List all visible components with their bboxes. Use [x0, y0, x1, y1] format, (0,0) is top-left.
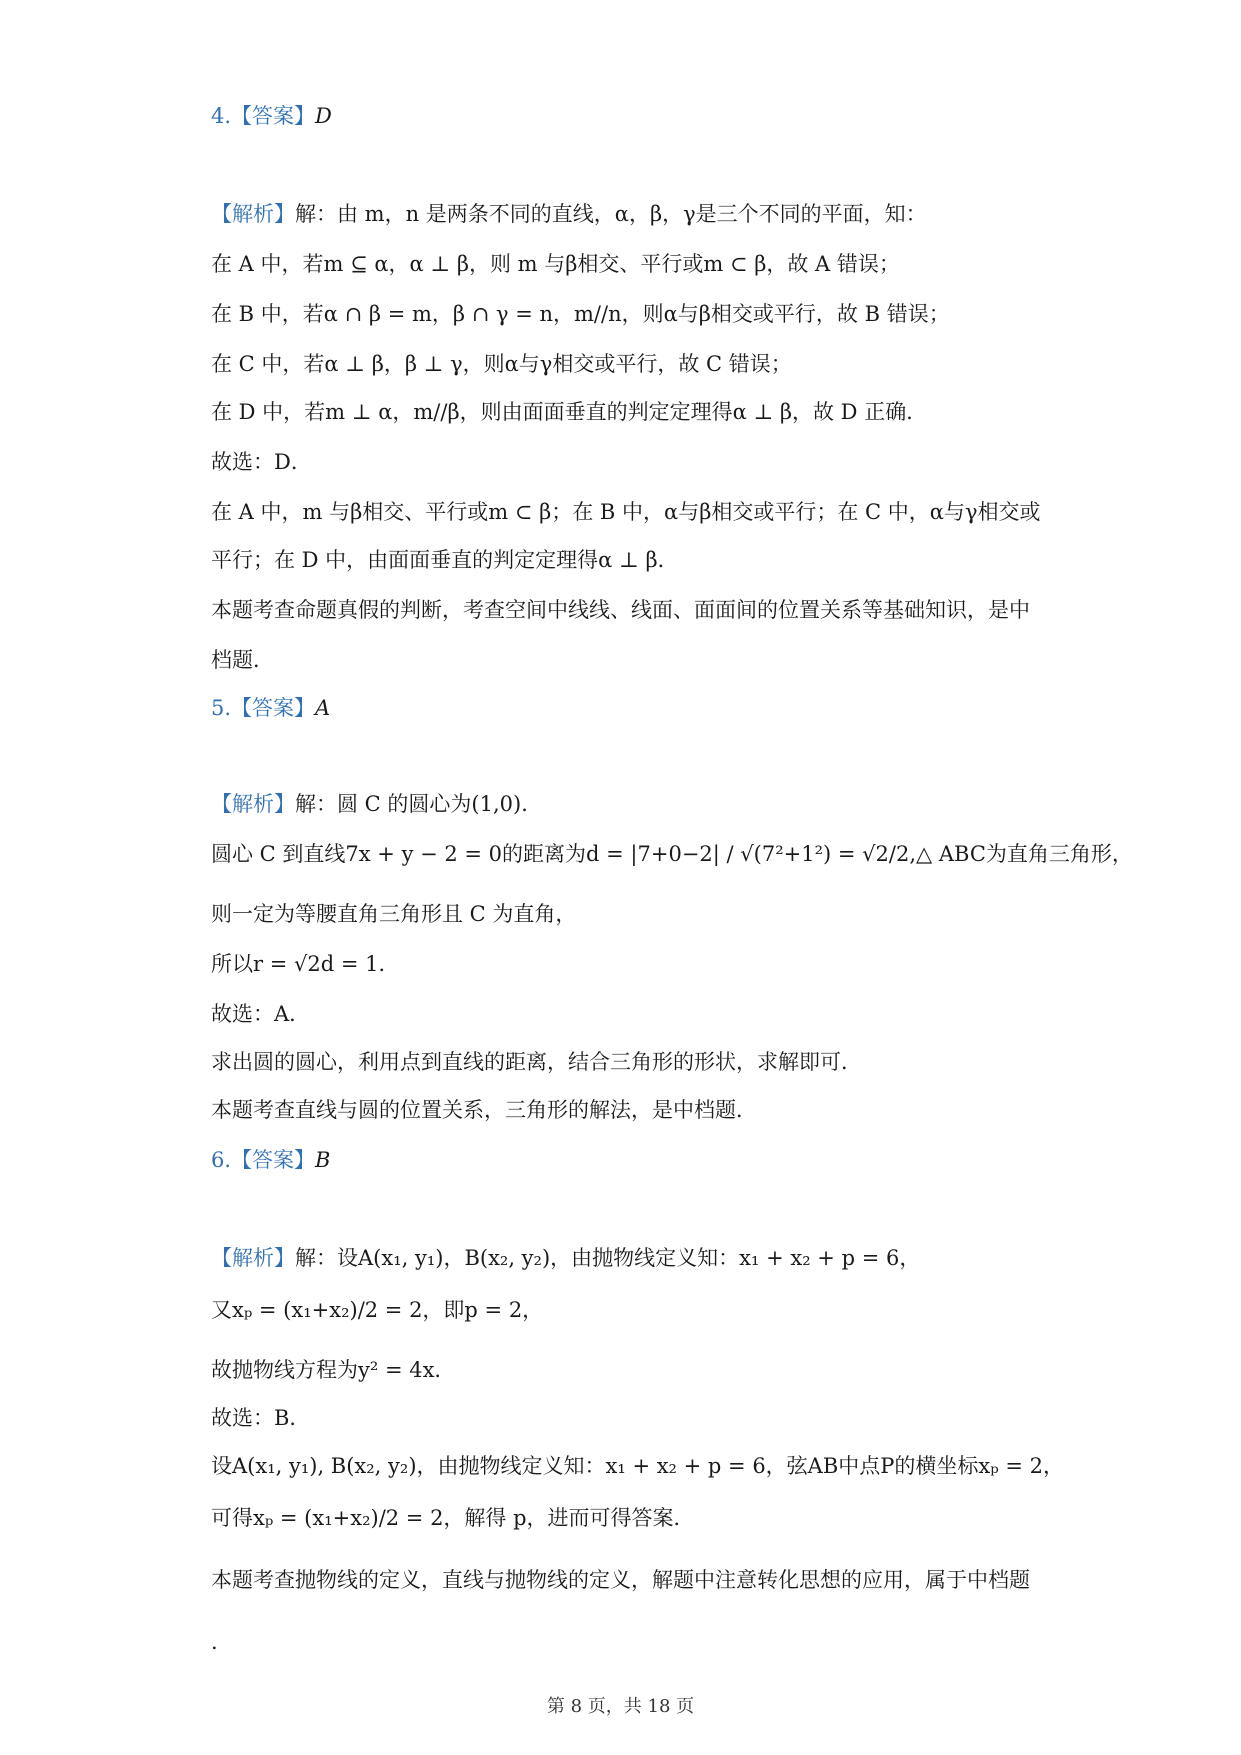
line-text: 在 D 中，若m ⊥ α，m//β，则由面面垂直的判定定理得α ⊥ β，故 D 正确．: [211, 400, 928, 424]
line-text: 求出圆的圆心，利用点到直线的距离，结合三角形的形状，求解即可．: [211, 1050, 862, 1074]
line-text: 解：圆 C 的圆心为(1,0)．: [295, 792, 543, 816]
text-line-q5-l6: [211, 1048, 862, 1076]
text-line-q6-l2: [211, 1296, 543, 1324]
line-text: 在 A 中，m 与β相交、平行或m ⊂ β；在 B 中，α与β相交或平行；在 C 中，α与γ相交或: [211, 500, 1041, 524]
text-line-q4-l9: [211, 596, 1030, 624]
text-line-q6-l1: [211, 1244, 920, 1272]
line-text: 可得xₚ = (x₁+x₂)/2 = 2，解得 p，进而可得答案．: [211, 1506, 695, 1530]
text-line-q4-l3: [211, 300, 950, 328]
line-text: 解：设A(x₁, y₁)，B(x₂, y₂)，由抛物线定义知：x₁ + x₂ + p = 6，: [295, 1246, 921, 1270]
text-line-q4-l6: [211, 448, 312, 476]
line-text: 档题．: [211, 648, 274, 672]
line-text: 平行；在 D 中，由面面垂直的判定定理得α ⊥ β．: [211, 548, 679, 572]
text-line-q6-l5: [211, 1452, 1064, 1480]
line-text: 在 A 中，若m ⊆ α，α ⊥ β，则 m 与β相交、平行或m ⊂ β，故 A 错误；: [211, 252, 900, 276]
page-footer: 第 8 页，共 18 页: [546, 1696, 695, 1717]
line-text: 在 B 中，若α ∩ β = m，β ∩ γ = n，m//n，则α与β相交或平行，故 B 错误；: [211, 302, 950, 326]
answer-letter: A: [315, 696, 331, 720]
line-text: 所以r = √2d = 1．: [211, 952, 400, 976]
line-text: 故选：A．: [211, 1002, 311, 1026]
line-text: 圆心 C 到直线7x + y − 2 = 0的距离为d = |7+0−2| / √(7²+1²) = √2/2,△ ABC为直角三角形，: [211, 842, 1133, 866]
text-line-q5: [211, 694, 330, 722]
line-text: 故选：D．: [211, 450, 312, 474]
line-text: 解：由 m，n 是两条不同的直线，α，β，γ是三个不同的平面，知：: [295, 202, 927, 226]
text-line-q5-l5: [211, 1000, 310, 1028]
line-text: 故抛物线方程为y² = 4x．: [211, 1358, 456, 1382]
text-line-q5-l7: [211, 1096, 757, 1124]
label-highlight: 【解析】: [211, 202, 295, 226]
label-highlight: 【解析】: [211, 792, 295, 816]
label-highlight: 4.【答案】: [211, 104, 316, 128]
text-line-q5-l4: [211, 950, 399, 978]
text-line-q6-l7: [211, 1566, 1030, 1594]
text-line-q4-l8: [211, 546, 679, 574]
line-text: 在 C 中，若α ⊥ β，β ⊥ γ，则α与γ相交或平行，故 C 错误；: [211, 352, 792, 376]
line-text: 故选：B．: [211, 1406, 311, 1430]
text-line-q6-l4: [211, 1404, 310, 1432]
line-text: 本题考查抛物线的定义，直线与抛物线的定义，解题中注意转化思想的应用，属于中档题: [211, 1568, 1030, 1592]
text-line-q5-l1: [211, 790, 542, 818]
text-line-q4-l4: [211, 350, 792, 378]
text-line-q4-l2: [211, 250, 900, 278]
answer-letter: B: [315, 1148, 331, 1172]
label-highlight: 6.【答案】: [211, 1148, 316, 1172]
text-line-q6-l3: [211, 1356, 455, 1384]
text-line-q5-l2: [211, 840, 1133, 868]
text-line-q6-l6: [211, 1504, 695, 1532]
line-text: 本题考查命题真假的判断，考查空间中线线、线面、面面间的位置关系等基础知识，是中: [211, 598, 1030, 622]
line-text: 则一定为等腰直角三角形且 C 为直角，: [211, 902, 577, 926]
trailing-period: .: [211, 1630, 218, 1654]
line-text: 又xₚ = (x₁+x₂)/2 = 2，即p = 2，: [211, 1298, 544, 1322]
text-line-q4-l7: [211, 498, 1041, 526]
answer-letter: D: [315, 104, 332, 128]
text-line-q4-l5: [211, 398, 927, 426]
line-text: 设A(x₁, y₁), B(x₂, y₂)，由抛物线定义知：x₁ + x₂ + p = 6，弦AB中点P的横坐标xₚ = 2，: [211, 1454, 1064, 1478]
label-highlight: 5.【答案】: [211, 696, 316, 720]
text-line-q4-l10: [211, 646, 274, 674]
line-text: 本题考查直线与圆的位置关系，三角形的解法，是中档题．: [211, 1098, 757, 1122]
text-line-q5-l3: [211, 900, 576, 928]
text-line-q4-l1: [211, 200, 927, 228]
text-line-q6: [211, 1146, 330, 1174]
text-line-q4: [211, 102, 332, 130]
label-highlight: 【解析】: [211, 1246, 295, 1270]
